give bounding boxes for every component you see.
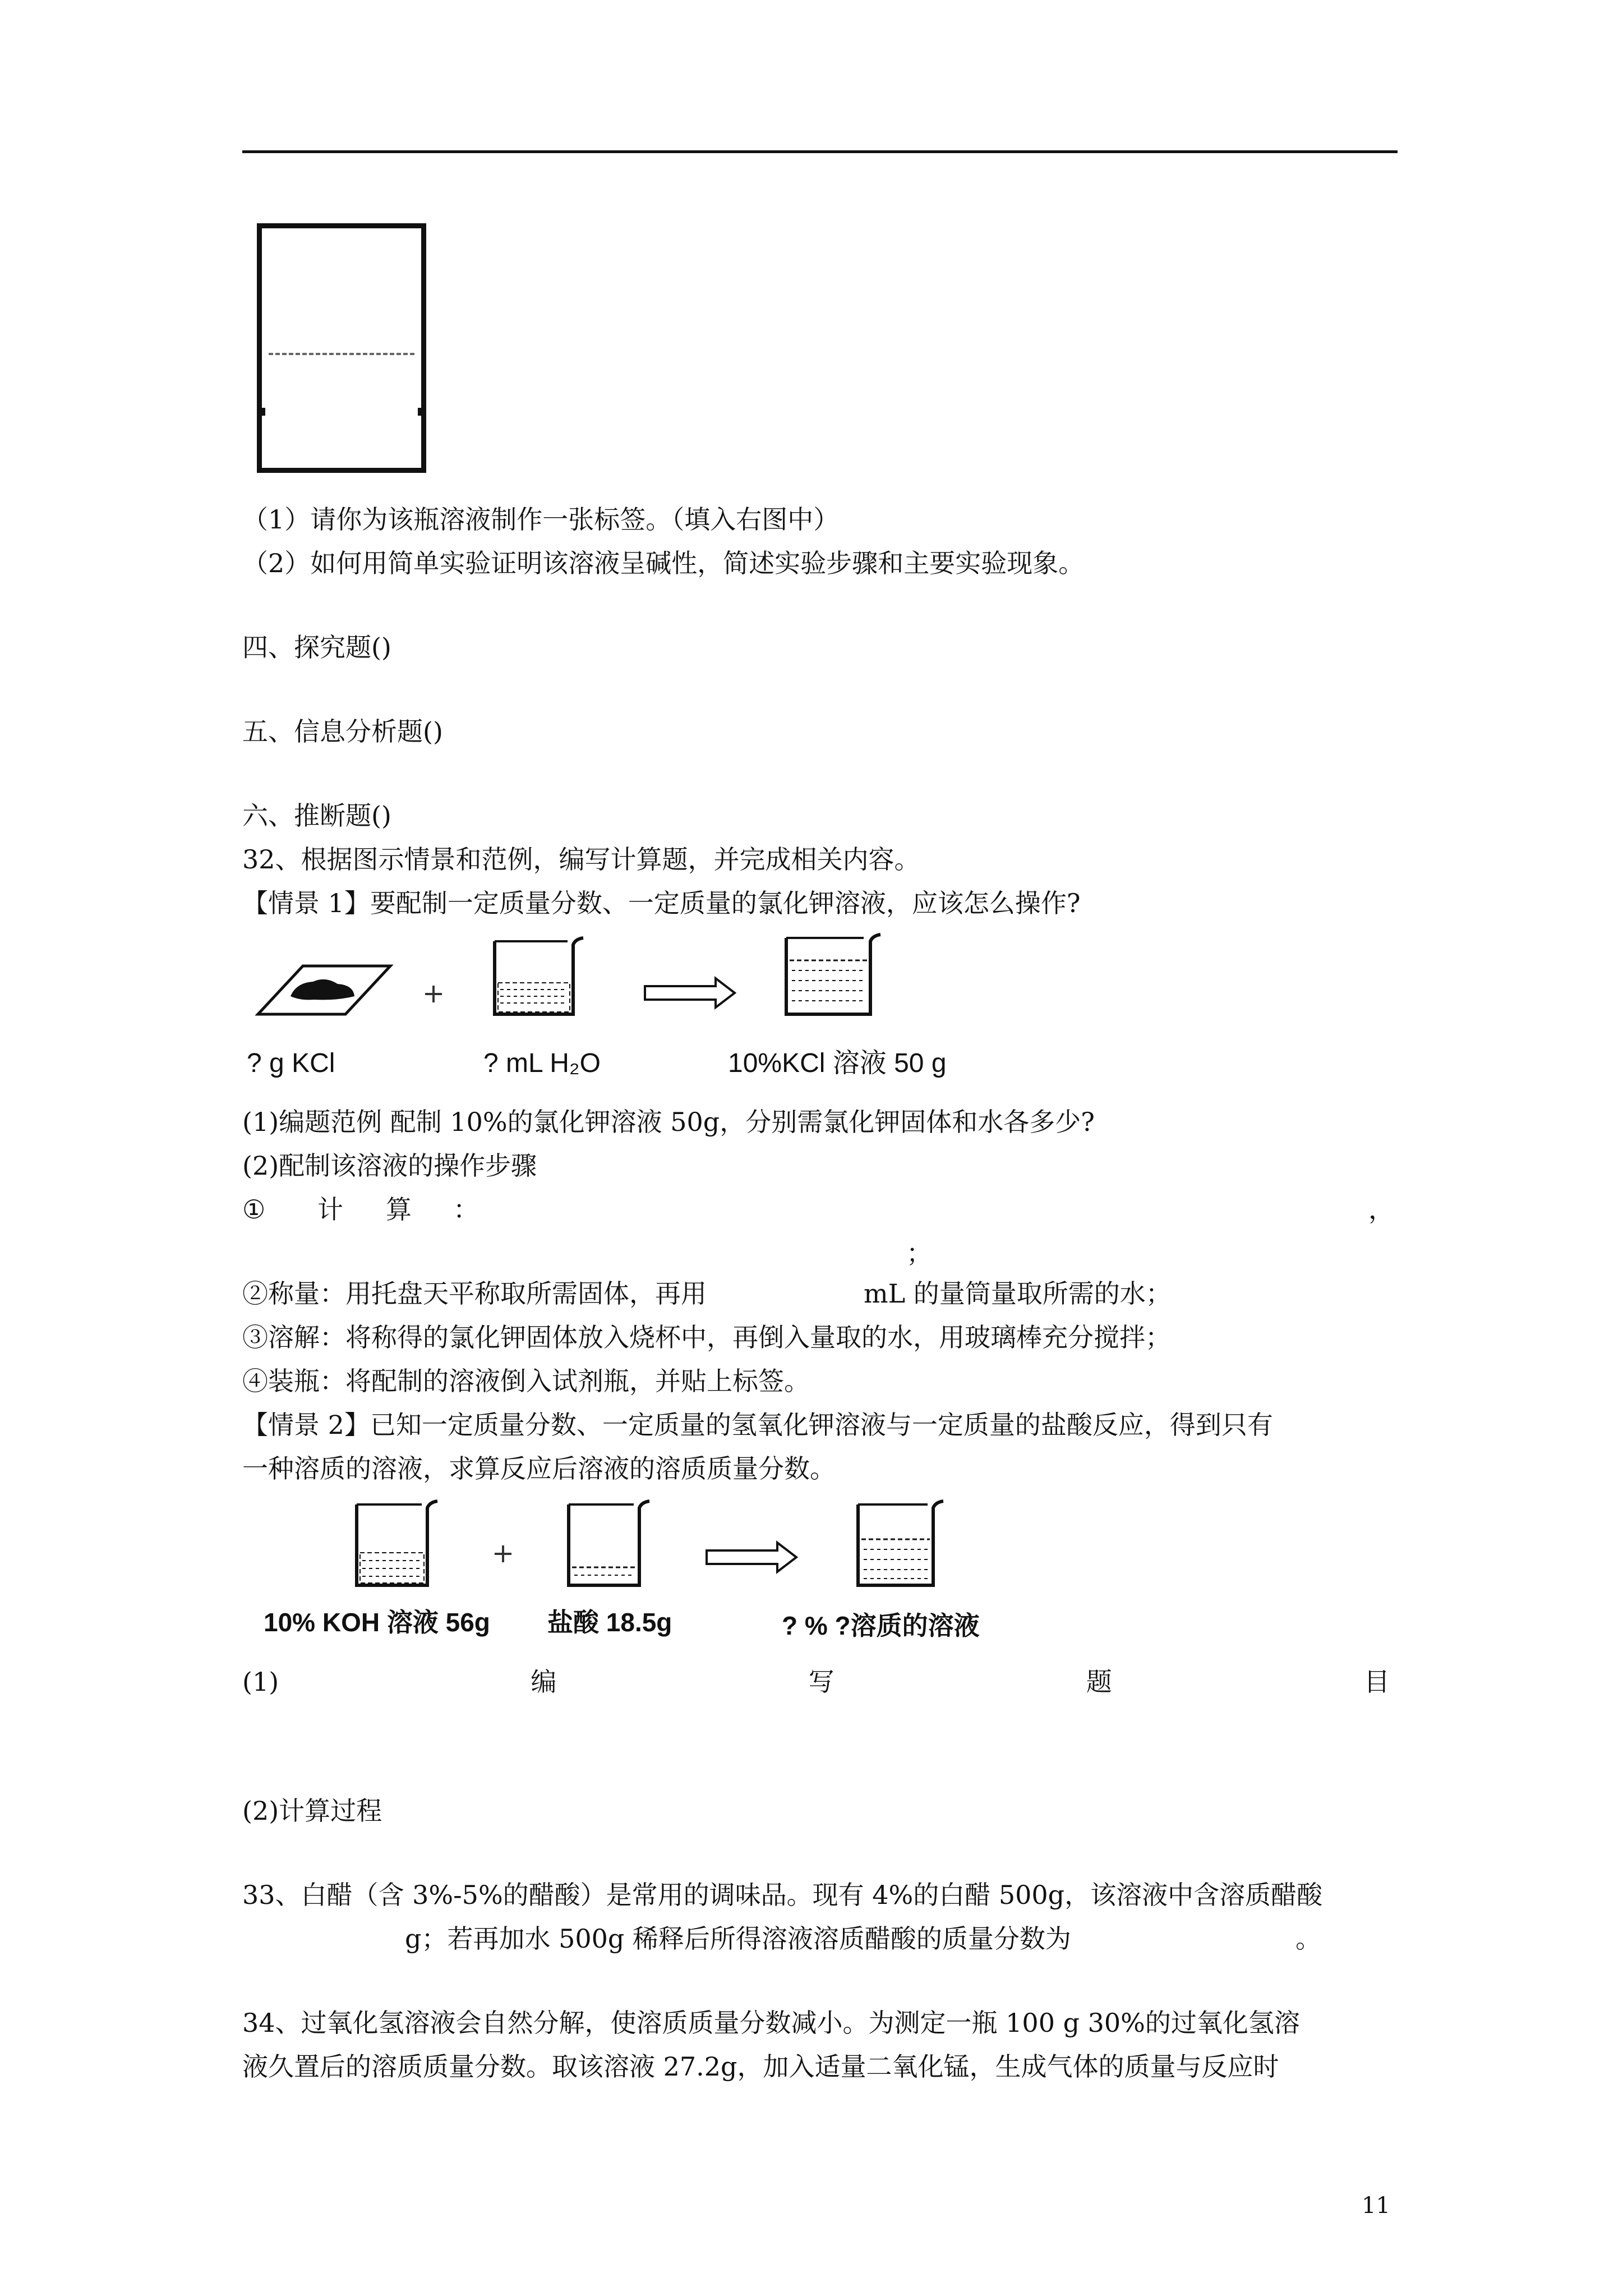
write-q-char-4: 目 <box>1363 1667 1390 1697</box>
scene1-steps-title: (2)配制该溶液的操作步骤 <box>242 1151 537 1181</box>
scene1-example: (1)编题范例 配制 10%的氯化钾溶液 50g，分别需氯化钾固体和水各多少? <box>242 1107 1095 1137</box>
scene2-write-question <box>242 1666 1390 1697</box>
weigh-step-before: ②称量：用托盘天平称取所需固体，再用 <box>242 1278 707 1309</box>
product-label: ? % ?溶质的溶液 <box>782 1611 980 1640</box>
dissolve-step: ③溶解：将称得的氯化钾固体放入烧杯中，再倒入量取的水，用玻璃棒充分搅拌； <box>242 1322 1171 1352</box>
scene2-title-line1: 【情景 2】已知一定质量分数、一定质量的氢氧化钾溶液与一定质量的盐酸反应，得到只有 <box>242 1410 1273 1440</box>
arrow-right-icon <box>645 978 735 1007</box>
label-tick-right <box>418 408 421 416</box>
calc-step-char-2: 算 <box>386 1194 412 1225</box>
section-4-heading: 四、探究题() <box>242 632 391 662</box>
product-solution-beaker-icon <box>858 1501 943 1585</box>
hcl-label: 盐酸 18.5g <box>547 1608 672 1637</box>
bottle-step: ④装瓶：将配制的溶液倒入试剂瓶，并贴上标签。 <box>242 1366 810 1396</box>
scene1-figure <box>247 931 987 1027</box>
hcl-beaker-icon <box>569 1501 649 1585</box>
plus-sign-1 <box>425 986 442 1002</box>
label-dashed-line <box>269 353 414 355</box>
kcl-solution-label: 10%KCl 溶液 50 g <box>728 1048 947 1078</box>
kcl-weighing-paper-icon <box>258 966 390 1014</box>
section-6-heading: 六、推断题() <box>242 800 391 831</box>
label-question-1: （1）请你为该瓶溶液制作一张标签。（填入右图中） <box>242 504 840 535</box>
page-number: 11 <box>1362 2193 1390 2219</box>
label-tick-left <box>262 408 265 416</box>
kcl-label: ? g KCl <box>247 1048 335 1078</box>
write-q-char-2: 写 <box>808 1667 834 1697</box>
calc-step-num: ① <box>242 1194 266 1225</box>
section-5-heading: 五、信息分析题() <box>242 716 443 747</box>
calc-step-char-1: 计 <box>317 1194 343 1225</box>
label-question-2: （2）如何用简单实验证明该溶液呈碱性，简述实验步骤和主要实验现象。 <box>242 548 1085 578</box>
q32-intro: 32、根据图示情景和范例，编写计算题，并完成相关内容。 <box>242 844 920 875</box>
q33-line1: 33、白醋（含 3%-5%的醋酸）是常用的调味品。现有 4%的白醋 500g，该溶液中含溶质醋酸 <box>242 1880 1323 1910</box>
write-q-char-3: 题 <box>1086 1667 1112 1697</box>
q34-line2: 液久置后的溶质质量分数。取该溶液 27.2g，加入适量二氧化锰，生成气体的质量与反应时 <box>242 2051 1279 2082</box>
header-rule <box>242 150 1398 153</box>
calc-step-comma: ， <box>1368 1194 1394 1225</box>
scene2-figure <box>247 1492 1009 1599</box>
scene2-title-line2: 一种溶质的溶液，求算反应后溶液的溶质质量分数。 <box>242 1453 836 1484</box>
weigh-step-after: mL 的量筒量取所需的水； <box>864 1278 1172 1309</box>
plus-sign-2 <box>495 1545 511 1562</box>
scene1-title: 【情景 1】要配制一定质量分数、一定质量的氯化钾溶液，应该怎么操作? <box>242 888 1081 918</box>
kcl-solution-beaker-icon <box>786 935 880 1014</box>
scene2-calc-process: (2)计算过程 <box>242 1796 382 1826</box>
write-q-num: (1) <box>242 1667 279 1697</box>
koh-label: 10% KOH 溶液 56g <box>264 1608 490 1637</box>
blank-label-box <box>257 223 426 473</box>
q33-line2-a: g；若再加水 500g 稀释后所得溶液溶质醋酸的质量分数为 <box>405 1924 1071 1954</box>
write-q-char-1: 编 <box>531 1667 557 1697</box>
q33-line2-b: 。 <box>1295 1924 1321 1954</box>
water-beaker-icon <box>495 938 583 1014</box>
water-label: ? mL H₂O <box>483 1048 601 1078</box>
q34-line1: 34、过氧化氢溶液会自然分解，使溶质质量分数减小。为测定一瓶 100 g 30%的过氧化氢溶 <box>242 2008 1300 2038</box>
calc-step-colon: ： <box>453 1194 479 1225</box>
calc-step-semicolon: ； <box>906 1238 932 1268</box>
arrow-right-icon-2 <box>707 1543 796 1572</box>
koh-solution-beaker-icon <box>357 1501 437 1585</box>
